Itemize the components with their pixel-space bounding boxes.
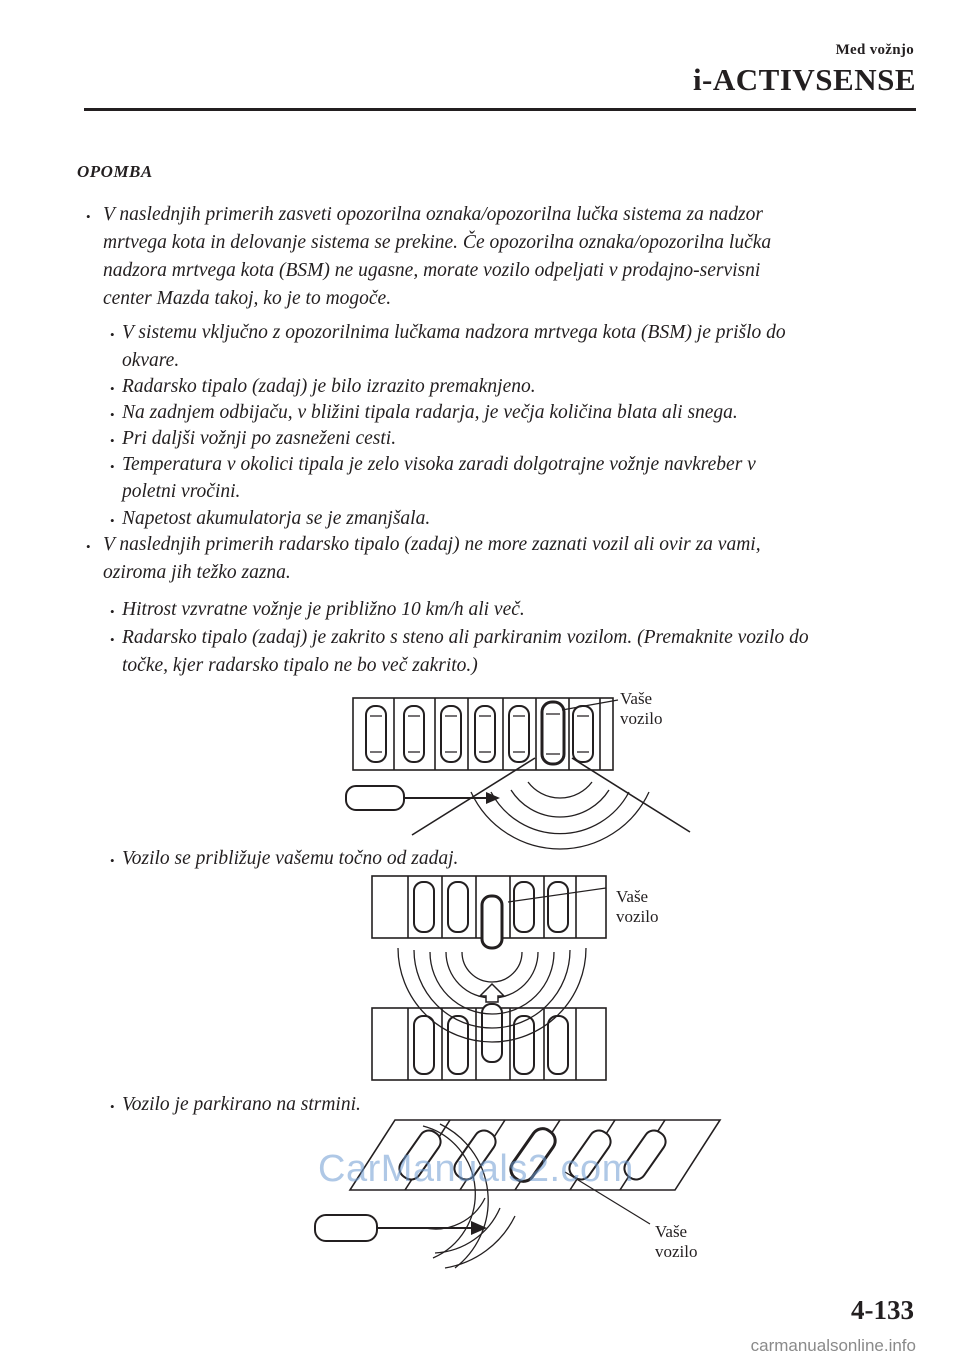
fig1-label-line2: vozilo (620, 709, 663, 728)
sub2-line: Hitrost vzvratne vožnje je približno 10 km/h ali več. (122, 599, 525, 620)
para1-line: nadzora mrtvega kota (BSM) ne ugasne, morate vozilo odpeljati v prodajno-servisni (103, 260, 761, 281)
bullet: • (110, 381, 115, 396)
page-title: i-ACTIVSENSE (692, 62, 916, 97)
figure-rear-approach (370, 872, 620, 1084)
header-rule (84, 108, 916, 111)
sub4-line: Vozilo je parkirano na strmini. (122, 1094, 361, 1115)
bullet: • (110, 459, 115, 474)
sub1-line: Napetost akumulatorja se je zmanjšala. (122, 508, 431, 529)
fig2-label-line2: vozilo (616, 907, 659, 926)
watermark-footer[interactable]: carmanualsonline.info (750, 1336, 916, 1355)
bullet: • (110, 407, 115, 422)
sub1-line: poletni vročini. (122, 481, 241, 502)
sub1-line: Radarsko tipalo (zadaj) je bilo izrazito premaknjeno. (122, 376, 536, 397)
bullet: • (110, 327, 115, 342)
note-heading: OPOMBA (77, 162, 153, 181)
watermark-overlay: CarManuals2.com (318, 1148, 634, 1190)
bullet: • (110, 513, 115, 528)
bullet: • (86, 539, 91, 554)
sub3-line: Vozilo se približuje vašemu točno od zadaj. (122, 848, 459, 869)
bullet: • (86, 209, 91, 224)
bullet: • (110, 1099, 115, 1114)
bullet: • (110, 632, 115, 647)
para1-line: mrtvega kota in delovanje sistema se prekine. Če opozorilna oznaka/opozorilna lučka (103, 232, 772, 253)
page-number: 4-133 (851, 1295, 914, 1325)
bullet: • (110, 604, 115, 619)
sub1-line: Temperatura v okolici tipala je zelo visoka zaradi dolgotrajne vožnje navkreber v (122, 454, 756, 475)
sub2-line: točke, kjer radarsko tipalo ne bo več zakrito.) (122, 655, 478, 676)
fig2-label-line1: Vaše (616, 887, 649, 906)
sub1-line: Pri daljši vožnji po zasneženi cesti. (122, 428, 397, 449)
para2-line: oziroma jih težko zazna. (103, 562, 291, 583)
sub1-line: okvare. (122, 350, 180, 371)
para1-line: center Mazda takoj, ko je to mogoče. (103, 288, 392, 309)
fig3-label-line2: vozilo (655, 1242, 698, 1261)
sub1-line: V sistemu vključno z opozorilnima lučkama nadzora mrtvega kota (BSM) je prišlo do (122, 322, 786, 343)
fig1-label-line1: Vaše (620, 689, 653, 708)
section-label: Med vožnjo (835, 42, 914, 58)
sub1-line: Na zadnjem odbijaču, v bližini tipala radarja, je večja količina blata ali snega. (122, 402, 738, 423)
fig3-label-line1: Vaše (655, 1222, 688, 1241)
bullet: • (110, 433, 115, 448)
sub2-line: Radarsko tipalo (zadaj) je zakrito s steno ali parkiranim vozilom. (Premaknite vozilo do (122, 627, 809, 648)
bullet: • (110, 853, 115, 868)
para2-line: V naslednjih primerih radarsko tipalo (zadaj) ne more zaznati vozil ali ovir za vami, (103, 534, 761, 555)
para1-line: V naslednjih primerih zasveti opozorilna oznaka/opozorilna lučka sistema za nadzor (103, 204, 763, 225)
